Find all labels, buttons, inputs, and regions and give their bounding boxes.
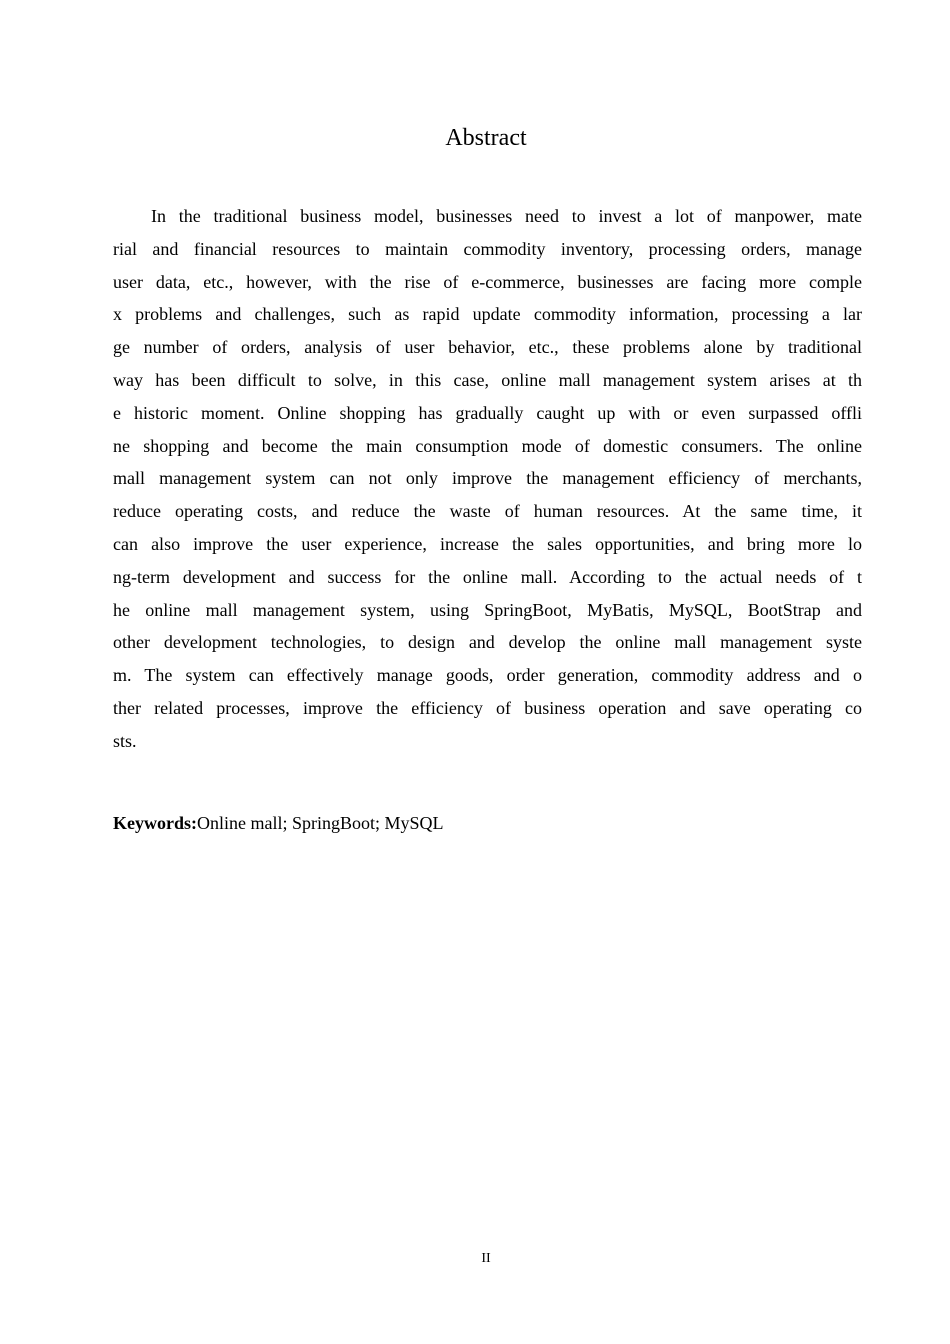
abstract-line: e historic moment. Online shopping has gradually caught up with or even surpassed offli — [113, 402, 862, 423]
abstract-line: way has been difficult to solve, in this case, online mall management system arises at th — [113, 369, 862, 390]
keywords-value: Online mall; SpringBoot; MySQL — [197, 813, 444, 833]
abstract-line: ge number of orders, analysis of user behavior, etc., these problems alone by traditional — [113, 337, 862, 358]
keywords-line — [113, 808, 862, 838]
abstract-body — [113, 200, 862, 758]
abstract-line: ne shopping and become the main consumption mode of domestic consumers. The online — [113, 435, 862, 456]
abstract-line: reduce operating costs, and reduce the waste of human resources. At the same time, it — [113, 501, 862, 522]
abstract-line: mall management system can not only improve the management efficiency of merchants, — [113, 468, 862, 489]
abstract-line: x problems and challenges, such as rapid update commodity information, processing a lar — [113, 304, 862, 325]
abstract-line: he online mall management system, using SpringBoot, MyBatis, MySQL, BootStrap and — [113, 599, 862, 620]
abstract-line: ng-term development and success for the online mall. According to the actual needs of t — [113, 566, 862, 587]
abstract-title: Abstract — [445, 125, 527, 151]
abstract-line: rial and financial resources to maintain commodity inventory, processing orders, manage — [113, 238, 862, 259]
abstract-line: sts. — [113, 730, 137, 751]
abstract-line: m. The system can effectively manage goods, order generation, commodity address and o — [113, 665, 862, 686]
page-number: II — [481, 1251, 491, 1266]
abstract-line: can also improve the user experience, increase the sales opportunities, and bring more lo — [113, 533, 862, 554]
abstract-line: In the traditional business model, businesses need to invest a lot of manpower, mate — [151, 206, 862, 226]
abstract-line: other development technologies, to design and develop the online mall management syste — [113, 632, 862, 653]
abstract-line: user data, etc., however, with the rise of e-commerce, businesses are facing more comple — [113, 271, 862, 292]
keywords-label: Keywords: — [113, 813, 197, 833]
abstract-line: ther related processes, improve the efficiency of business operation and save operating co — [113, 697, 862, 718]
